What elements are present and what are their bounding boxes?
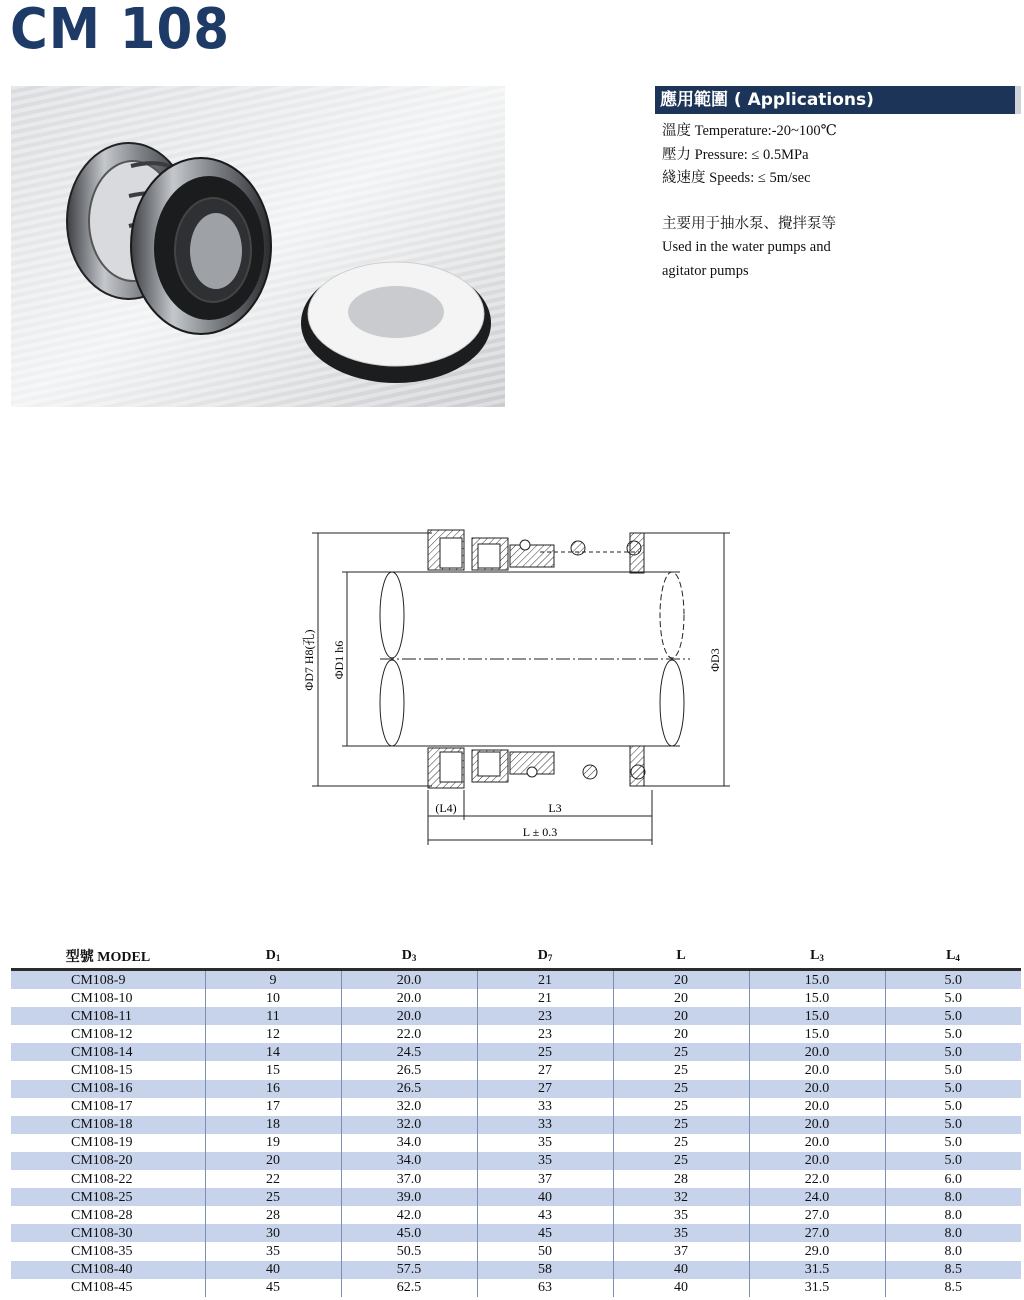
table-cell: 25 [613,1043,749,1061]
header-d1: $D_1$ [205,944,341,970]
table-cell: 50 [477,1242,613,1260]
table-row [11,1224,1021,1242]
table-cell: 37 [613,1242,749,1260]
table-cell: 63 [477,1279,613,1297]
table-cell: 8.0 [885,1188,1021,1206]
table-cell: 20.0 [341,1007,477,1025]
table-cell: 25 [205,1188,341,1206]
table-cell: 35 [205,1242,341,1260]
table-cell: 45 [205,1279,341,1297]
table-cell: 5.0 [885,970,1021,990]
table-cell: 20.0 [749,1098,885,1116]
table-cell: 20 [613,1025,749,1043]
table-cell: 31.5 [749,1261,885,1279]
table-cell: 25 [613,1080,749,1098]
table-cell: CM108-22 [11,1170,205,1188]
table-cell: 12 [205,1025,341,1043]
table-cell: CM108-11 [11,1007,205,1025]
table-cell: CM108-30 [11,1224,205,1242]
table-cell: 28 [205,1206,341,1224]
table-cell: 40 [205,1261,341,1279]
temperature-spec: 溫度 Temperature:-20~100℃ [662,123,837,139]
table-cell: CM108-25 [11,1188,205,1206]
table-row [11,1007,1021,1025]
table-cell: 35 [477,1152,613,1170]
table-row [11,1025,1021,1043]
table-row [11,1170,1021,1188]
table-row [11,1116,1021,1134]
table-cell: 25 [613,1116,749,1134]
label-d7: ΦD7 H8(孔) [302,629,316,691]
table-cell: 25 [613,1134,749,1152]
table-cell: 26.5 [341,1080,477,1098]
table-row [11,1043,1021,1061]
table-cell: 5.0 [885,1080,1021,1098]
header-l: L [613,944,749,970]
table-cell: CM108-19 [11,1134,205,1152]
table-cell: 58 [477,1261,613,1279]
table-cell: CM108-45 [11,1279,205,1297]
header-l3: $L_3$ [749,944,885,970]
table-cell: 20.0 [749,1152,885,1170]
usage-english-line-2: agitator pumps [662,262,749,279]
label-l3: L3 [548,801,562,815]
table-cell: 27 [477,1061,613,1079]
table-cell: 34.0 [341,1152,477,1170]
header-l4: $L_4$ [885,944,1021,970]
table-cell: 42.0 [341,1206,477,1224]
table-cell: 40 [477,1188,613,1206]
table-cell: 20.0 [749,1134,885,1152]
table-cell: 20 [205,1152,341,1170]
table-cell: 20.0 [749,1116,885,1134]
label-l4: (L4) [435,801,457,815]
table-cell: 25 [613,1152,749,1170]
table-cell: 10 [205,989,341,1007]
table-cell: 35 [613,1206,749,1224]
table-cell: 5.0 [885,1098,1021,1116]
table-cell: 50.5 [341,1242,477,1260]
table-cell: 5.0 [885,1134,1021,1152]
table-cell: 22.0 [749,1170,885,1188]
usage-chinese: 主要用于抽水泵、攪拌泵等 [662,215,836,232]
table-row [11,1242,1021,1260]
table-row [11,1206,1021,1224]
table-cell: 27.0 [749,1224,885,1242]
table-cell: 5.0 [885,989,1021,1007]
table-cell: 21 [477,989,613,1007]
usage-english-line-1: Used in the water pumps and [662,239,831,255]
table-cell: CM108-17 [11,1098,205,1116]
table-row [11,1098,1021,1116]
table-row [11,989,1021,1007]
table-cell: CM108-15 [11,1061,205,1079]
table-cell: 24.0 [749,1188,885,1206]
table-cell: CM108-9 [11,970,205,990]
specification-table [11,944,1021,1297]
table-cell: 20 [613,989,749,1007]
table-cell: 40 [613,1261,749,1279]
table-cell: 30 [205,1224,341,1242]
table-cell: 37.0 [341,1170,477,1188]
table-cell: 8.0 [885,1206,1021,1224]
table-cell: 32.0 [341,1116,477,1134]
table-cell: CM108-28 [11,1206,205,1224]
table-cell: 45 [477,1224,613,1242]
table-cell: 15 [205,1061,341,1079]
table-cell: 15.0 [749,1025,885,1043]
table-cell: 20 [613,970,749,990]
table-cell: CM108-18 [11,1116,205,1134]
table-cell: 62.5 [341,1279,477,1297]
table-cell: 24.5 [341,1043,477,1061]
table-cell: 22.0 [341,1025,477,1043]
table-cell: CM108-35 [11,1242,205,1260]
table-cell: 20.0 [341,970,477,990]
table-cell: 5.0 [885,1007,1021,1025]
table-cell: 29.0 [749,1242,885,1260]
table-cell: 8.5 [885,1279,1021,1297]
product-photo [11,86,505,407]
table-cell: 25 [477,1043,613,1061]
table-cell: 15.0 [749,1007,885,1025]
table-row [11,970,1021,990]
table-row [11,1261,1021,1279]
table-cell: 5.0 [885,1116,1021,1134]
table-cell: 8.0 [885,1224,1021,1242]
table-cell: 33 [477,1098,613,1116]
table-cell: CM108-10 [11,989,205,1007]
table-cell: 6.0 [885,1170,1021,1188]
table-row [11,1152,1021,1170]
table-cell: 37 [477,1170,613,1188]
label-d3: ΦD3 [708,648,722,672]
table-cell: 20.0 [749,1061,885,1079]
table-cell: 5.0 [885,1025,1021,1043]
table-cell: 15.0 [749,970,885,990]
table-cell: CM108-14 [11,1043,205,1061]
table-row [11,1061,1021,1079]
table-cell: 32 [613,1188,749,1206]
table-cell: 26.5 [341,1061,477,1079]
table-cell: 5.0 [885,1061,1021,1079]
table-cell: CM108-16 [11,1080,205,1098]
table-cell: 33 [477,1116,613,1134]
table-cell: 28 [613,1170,749,1188]
table-cell: 21 [477,970,613,990]
table-cell: 25 [613,1061,749,1079]
table-row [11,1134,1021,1152]
header-model: 型號 MODEL [11,944,205,970]
speed-spec: 綫速度 Speeds: ≤ 5m/sec [662,170,811,186]
table-cell: 5.0 [885,1152,1021,1170]
table-cell: 20.0 [341,989,477,1007]
table-cell: 23 [477,1007,613,1025]
table-cell: 45.0 [341,1224,477,1242]
table-cell: 43 [477,1206,613,1224]
table-cell: 19 [205,1134,341,1152]
table-cell: 8.0 [885,1242,1021,1260]
table-row [11,1279,1021,1297]
table-cell: 11 [205,1007,341,1025]
table-cell: 27 [477,1080,613,1098]
header-d3: $D_3$ [341,944,477,970]
table-cell: 17 [205,1098,341,1116]
table-cell: 57.5 [341,1261,477,1279]
table-cell: 23 [477,1025,613,1043]
table-cell: CM108-40 [11,1261,205,1279]
table-cell: 27.0 [749,1206,885,1224]
table-cell: CM108-12 [11,1025,205,1043]
table-cell: 18 [205,1116,341,1134]
table-cell: 5.0 [885,1043,1021,1061]
table-row [11,1188,1021,1206]
label-d1: ΦD1 h6 [332,640,346,680]
table-header-row [11,944,1021,970]
applications-header: 應用範圍 ( Applications) [655,86,1021,114]
table-cell: 35 [477,1134,613,1152]
header-d7: $D_7$ [477,944,613,970]
table-cell: 20 [613,1007,749,1025]
table-cell: 20.0 [749,1080,885,1098]
table-cell: 22 [205,1170,341,1188]
table-row [11,1080,1021,1098]
table-cell: 31.5 [749,1279,885,1297]
table-cell: 9 [205,970,341,990]
table-cell: 15.0 [749,989,885,1007]
table-cell: 25 [613,1098,749,1116]
technical-drawing [290,520,750,850]
table-cell: 14 [205,1043,341,1061]
table-cell: 35 [613,1224,749,1242]
table-cell: 20.0 [749,1043,885,1061]
table-cell: 40 [613,1279,749,1297]
label-l: L ± 0.3 [522,825,558,839]
table-cell: CM108-20 [11,1152,205,1170]
table-cell: 8.5 [885,1261,1021,1279]
table-cell: 16 [205,1080,341,1098]
pressure-spec: 壓力 Pressure: ≤ 0.5MPa [662,146,809,163]
applications-panel [655,86,1021,283]
table-cell: 34.0 [341,1134,477,1152]
table-cell: 32.0 [341,1098,477,1116]
table-cell: 39.0 [341,1188,477,1206]
page-title: CM 108 [10,0,231,62]
